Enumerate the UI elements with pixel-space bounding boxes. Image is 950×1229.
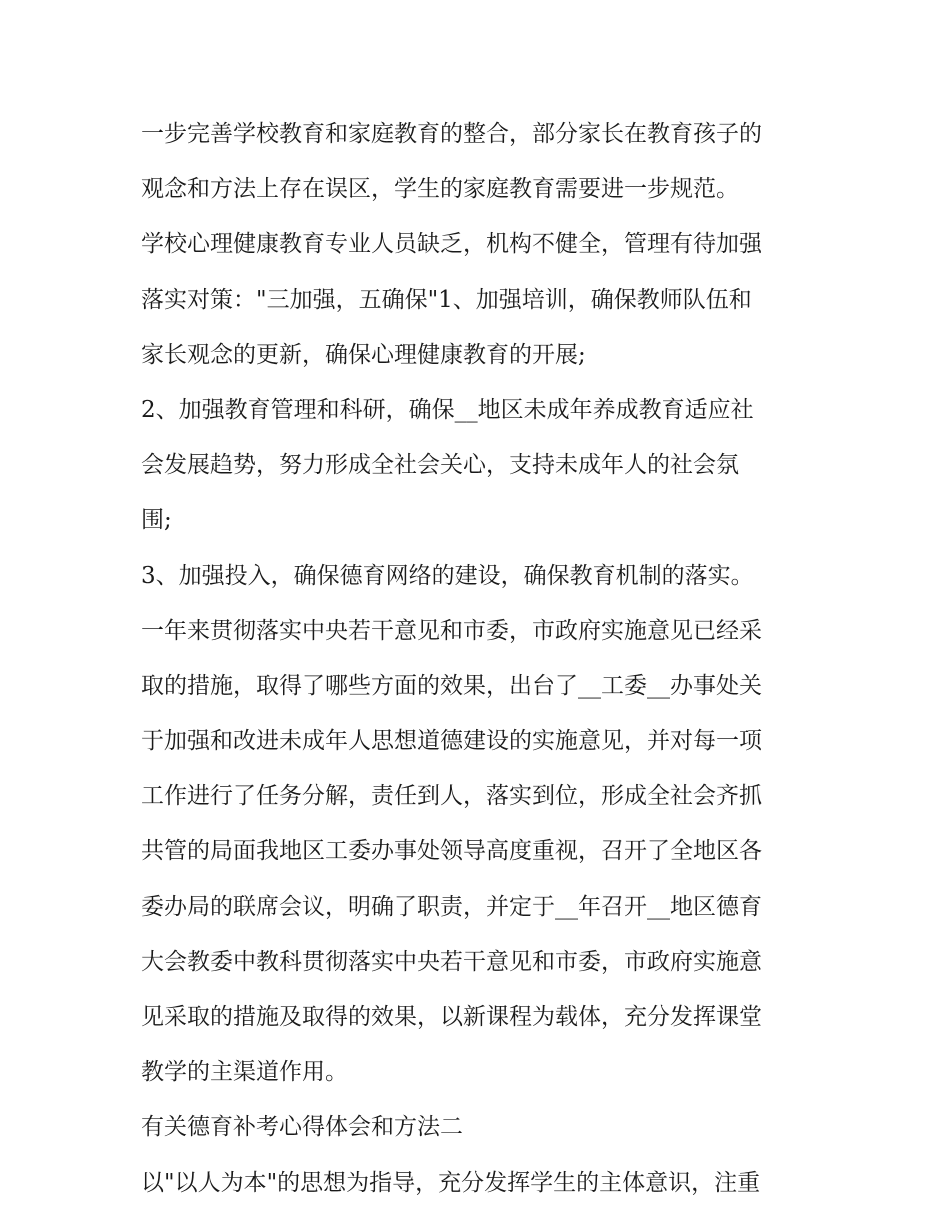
text-line: 会发展趋势，努力形成全社会关心，支持未成年人的社会氛 bbox=[141, 452, 739, 479]
text-line: 以"以人为本"的思想为指导，充分发挥学生的主体意识，注重 bbox=[141, 1169, 761, 1196]
document-body bbox=[141, 107, 821, 1211]
text-line: 工作进行了任务分解，责任到人，落实到位，形成全社会齐抓 bbox=[141, 783, 762, 810]
text-line: 围; bbox=[141, 507, 172, 534]
text-line: 落实对策："三加强，五确保"1、加强培训，确保教师队伍和 bbox=[141, 286, 752, 313]
section-heading: 有关德育补考心得体会和方法二 bbox=[141, 1114, 463, 1141]
text-line: 2、加强教育管理和科研，确保__地区未成年养成教育适应社 bbox=[141, 396, 754, 423]
text-line: 教学的主渠道作用。 bbox=[141, 1059, 348, 1086]
text-line: 共管的局面我地区工委办事处领导高度重视，召开了全地区各 bbox=[141, 838, 762, 865]
text-line: 学校心理健康教育专业人员缺乏，机构不健全，管理有待加强 bbox=[141, 231, 762, 258]
text-line: 一步完善学校教育和家庭教育的整合，部分家长在教育孩子的 bbox=[141, 121, 762, 147]
text-line: 取的措施，取得了哪些方面的效果，出台了__工委__办事处关 bbox=[141, 672, 762, 699]
text-line: 3、加强投入，确保德育网络的建设，确保教育机制的落实。 bbox=[141, 562, 754, 589]
text-line: 大会教委中教科贯彻落实中央若干意见和市委，市政府实施意 bbox=[141, 948, 762, 975]
text-line: 见采取的措施及取得的效果，以新课程为载体，充分发挥课堂 bbox=[141, 1004, 762, 1030]
text-line: 委办局的联席会议，明确了职责，并定于__年召开__地区德育 bbox=[141, 893, 762, 920]
text-line: 观念和方法上存在误区，学生的家庭教育需要进一步规范。 bbox=[141, 176, 739, 203]
text-line: 家长观念的更新，确保心理健康教育的开展; bbox=[141, 341, 586, 368]
text-line: 于加强和改进未成年人思想道德建设的实施意见，并对每一项 bbox=[141, 728, 762, 755]
text-line: 一年来贯彻落实中央若干意见和市委，市政府实施意见已经采 bbox=[141, 617, 762, 644]
